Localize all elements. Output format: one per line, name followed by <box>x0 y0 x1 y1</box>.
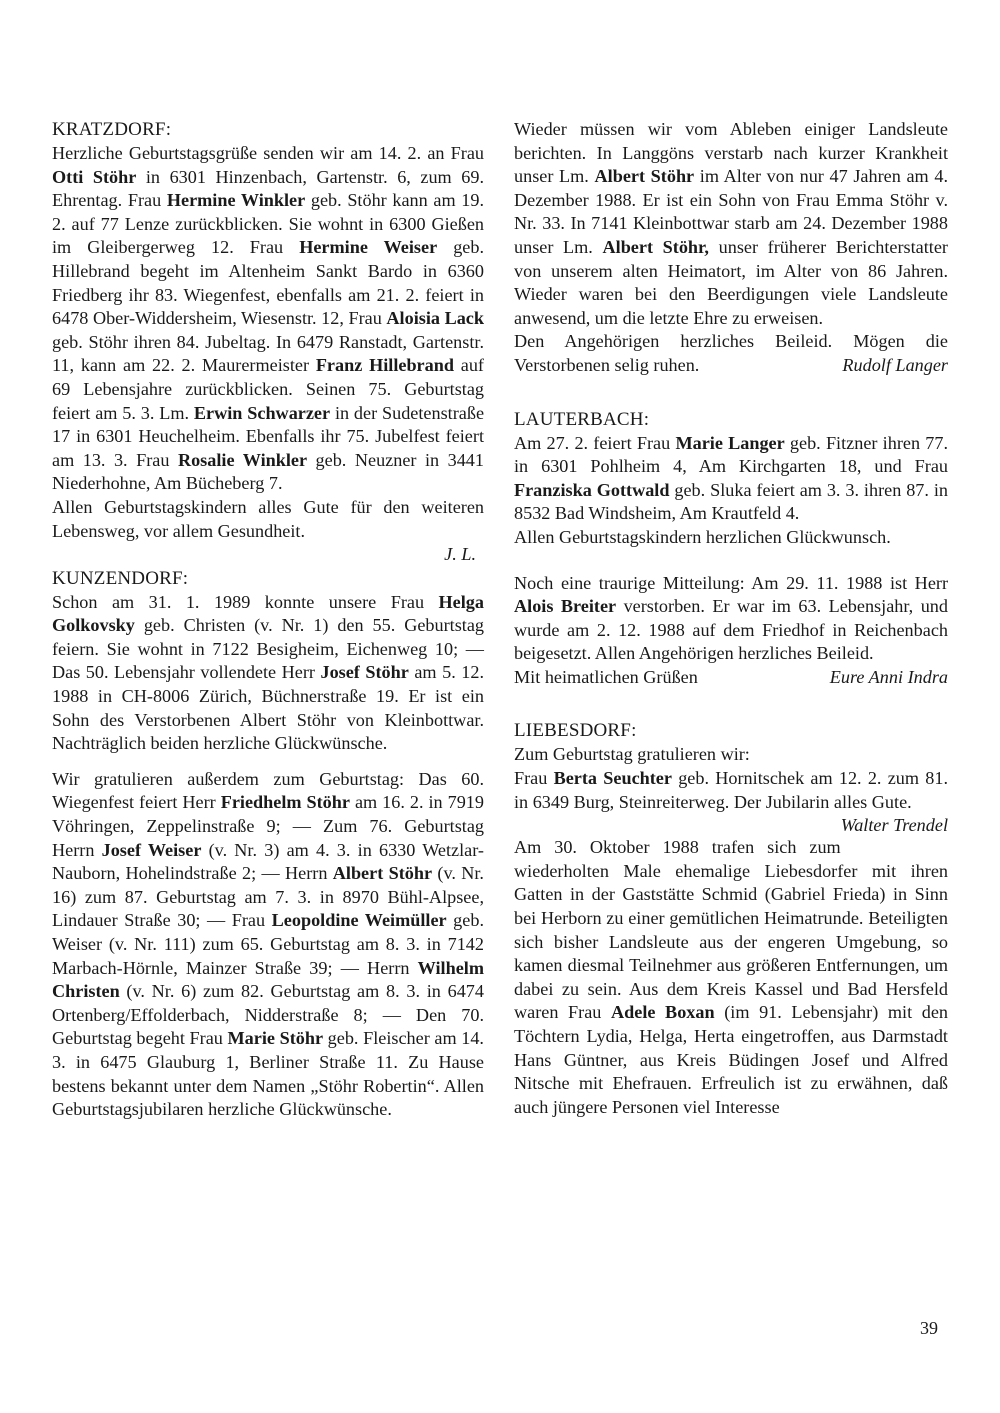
bold-name: Albert Stöhr <box>332 863 433 884</box>
liebesdorf-signature: Walter Trendel <box>840 815 948 836</box>
lauterbach-closing: Allen Geburtstagskindern herzlichen Glückwunsch. <box>514 526 891 547</box>
section-lauterbach <box>514 408 948 690</box>
obituary-closing: Den Angehörigen herzliches Beileid. Mögen die Verstorbenen selig ruhen. <box>514 331 948 375</box>
left-column <box>52 118 484 1122</box>
bold-name: Otti Stöhr <box>52 166 137 187</box>
kratzdorf-signature: J. L. <box>444 544 476 565</box>
bold-name: Hermine Weiser <box>299 237 438 258</box>
obituary-body: Wieder müssen wir vom Ableben einiger Landsleute berichten. In Langgöns verstarb nach kurzer Krankheit unser Lm. Albert Stöhr im Alter von nur 47 Jahren am 4. Dezember 1988. Er ist ein Sohn von Frau Emma Stöhr v. Nr. 33. In 7141 Kleinbottwar starb am 24. Dezember 1988 unser Lm. Albert Stöhr, unser früherer Berichterstatter von unserem alten Heimatort, im Alter von 86 Jahren. Wieder waren bei den Beerdigungen viele Landsleute anwesend, um die letzte Ehre zu erweisen. <box>514 119 948 328</box>
bold-name: Marie Langer <box>675 432 785 453</box>
section-heading: LAUTERBACH: <box>514 408 650 430</box>
obituary-closing-line <box>514 330 948 377</box>
bold-name: Berta Seuchter <box>553 768 672 789</box>
kunzendorf-body: Schon am 31. 1. 1989 konnte unsere Frau Helga Golkovsky geb. Christen (v. Nr. 1) den 55. Geburtstag feiern. Sie wohnt in 7122 Besigheim, Eichenweg 10; — Das 50. Lebensjahr vollendete Herr Josef Stöhr am 5. 12. 1988 in CH-8006 Zürich, Büchnerstraße 19. Er ist ein Sohn des Verstorbenen Albert Stöhr von Kleinbottwar. Nachträglich beiden herzliche Glückwünsche. <box>52 591 484 754</box>
bold-name: Friedhelm Stöhr <box>220 792 350 813</box>
lauterbach-signoff <box>514 666 948 690</box>
section-obituary <box>514 118 948 378</box>
bold-name: Marie Stöhr <box>227 1028 324 1049</box>
liebesdorf-intro: Zum Geburtstag gratulieren wir: <box>514 744 750 765</box>
bold-name: Alois Breiter <box>514 596 617 617</box>
bold-name: Albert Stöhr <box>594 166 695 187</box>
section-kunzendorf <box>52 567 484 1122</box>
lauterbach-notice: Noch eine traurige Mitteilung: Am 29. 11. 1988 ist Herr Alois Breiter verstorben. Er war im 63. Lebensjahr, und wurde am 2. 12. 1988 auf dem Friedhof in Reichenbach beigesetzt. Allen Angehörigen herzliches Beileid. <box>514 572 948 664</box>
right-column <box>514 118 948 1119</box>
bold-name: Franz Hillebrand <box>315 355 454 376</box>
bold-name: Hermine Winkler <box>166 190 306 211</box>
bold-name: Helga Golkovsky <box>52 591 484 636</box>
lauterbach-signature: Eure Anni Indra <box>829 666 948 687</box>
bold-name: Wilhelm Christen <box>52 957 484 1002</box>
section-heading: KUNZENDORF: <box>52 567 189 589</box>
lauterbach-body: Am 27. 2. feiert Frau Marie Langer geb. Fitzner ihren 77. in 6301 Pohlheim 4, Am Kirchgarten 18, und Frau Franziska Gottwald geb. Sluka feiert am 3. 3. ihren 87. in 8532 Bad Windsheim, Am Krautfeld 4. <box>514 432 948 524</box>
kratzdorf-closing: Allen Geburtstagskindern alles Gute für den weiteren Lebensweg, vor allem Gesundheit. <box>52 496 484 541</box>
bold-name: Josef Weiser <box>101 839 202 860</box>
liebesdorf-birthday-line <box>514 767 949 836</box>
bold-name: Aloisia Lack <box>386 308 484 329</box>
section-liebesdorf <box>514 719 948 1119</box>
kunzendorf-birthdays: Wir gratulieren außerdem zum Geburtstag: Das 60. Wiegenfest feiert Herr Friedhelm Stöhr am 16. 2. in 7919 Vöhringen, Zeppelinstraße 9; — Zum 76. Geburtstag Herrn Josef Weiser (v. Nr. 3) am 4. 3. in 6330 Wetzlar-Nauborn, Hohelindstraße 2; — Herrn Albert Stöhr (v. Nr. 16) zum 87. Geburtstag am 7. 3. in 8970 Bühl-Alpsee, Lindauer Straße 30; — Frau Leopoldine Weimüller geb. Weiser (v. Nr. 111) zum 65. Geburtstag am 8. 3. in 7142 Marbach-Hörnle, Mainzer Straße 39; — Herrn Wilhelm Christen (v. Nr. 6) zum 82. Geburtstag am 8. 3. in 6474 Ortenberg/Effolderbach, Nidderstraße 8; — Den 70. Geburtstag begeht Frau Marie Stöhr geb. Fleischer am 14. 3. in 6475 Glauburg 1, Berliner Straße 11. Zu Hause bestens bekannt unter dem Namen „Stöhr Robertin“. Allen Geburtstagsjubilaren herzliche Glückwünsche. <box>52 768 484 1120</box>
bold-name: Leopoldine Weimüller <box>271 910 447 931</box>
page-number: 39 <box>920 1318 938 1338</box>
bold-name: Franziska Gottwald <box>514 479 670 500</box>
section-heading: KRATZDORF: <box>52 119 172 140</box>
obituary-signature: Rudolf Langer <box>842 354 948 375</box>
bold-name: Josef Stöhr <box>320 662 409 683</box>
section-kratzdorf <box>52 118 484 567</box>
bold-name: Rosalie Winkler <box>177 449 308 470</box>
kratzdorf-body: Herzliche Geburtstagsgrüße senden wir am 14. 2. an Frau Otti Stöhr in 6301 Hinzenbach, Gartenstr. 6, zum 69. Ehrentag. Frau Hermine Winkler geb. Stöhr kann am 19. 2. auf 77 Lenze zurückblicken. Sie wohnt in 6300 Gießen im Gleibergerweg 12. Frau Hermine Weiser geb. Hillebrand begeht im Altenheim Sankt Bardo in 6360 Friedberg ihr 83. Wiegenfest, ebenfalls am 21. 2. feiert in 6478 Ober-Widdersheim, Wiesenstr. 12, Frau Aloisia Lack geb. Stöhr ihren 84. Jubeltag. In 6479 Ranstadt, Gartenstr. 11, kann am 22. 2. Maurermeister Franz Hillebrand auf 69 Lebensjahre zurückblicken. Seinen 75. Geburtstag feiert am 5. 3. Lm. Erwin Schwarzer in der Sudetenstraße 17 in 6301 Heuchelheim. Ebenfalls ihr 75. Jubelfest feiert am 13. 3. Frau Rosalie Winkler geb. Neuzner in 3441 Niederhohne, Am Bücheberg 7. <box>52 143 485 494</box>
section-heading: LIEBESDORF: <box>514 720 637 742</box>
liebesdorf-body: Frau Berta Seuchter geb. Hornitschek am 12. 2. zum 81. in 6349 Burg, Steinreiterweg. Der Jubilarin alles Gute. <box>514 768 949 812</box>
lauterbach-greeting: Mit heimatlichen Grüßen <box>514 666 698 687</box>
bold-name: Adele Boxan <box>611 1002 715 1023</box>
bold-name: Albert Stöhr, <box>602 236 709 257</box>
liebesdorf-report: Am 30. Oktober 1988 trafen sich zum wiederholten Male ehemalige Liebesdorfer mit ihren Gatten in der Gaststätte Schmid (Gabriel Frieda) in Sinn bei Herborn zu einer gemütlichen Heimatrunde. Beteiligten sich bisher Landsleute aus der engeren Umgebung, so kamen diesmal Teilnehmer aus größeren Entfernungen, um dabei zu sein. Aus dem Kreis Kassel und Bad Hersfeld waren Frau Adele Boxan (im 91. Lebensjahr) mit den Töchtern Lydia, Helga, Herta eingetroffen, aus Darmstadt Hans Güntner, aus Kreis Büdingen Josef und Alfred Nitsche mit Ehefrauen. Erfreulich ist zu erwähnen, daß auch jüngere Personen viel Interesse <box>514 837 948 1117</box>
bold-name: Erwin Schwarzer <box>193 402 331 423</box>
